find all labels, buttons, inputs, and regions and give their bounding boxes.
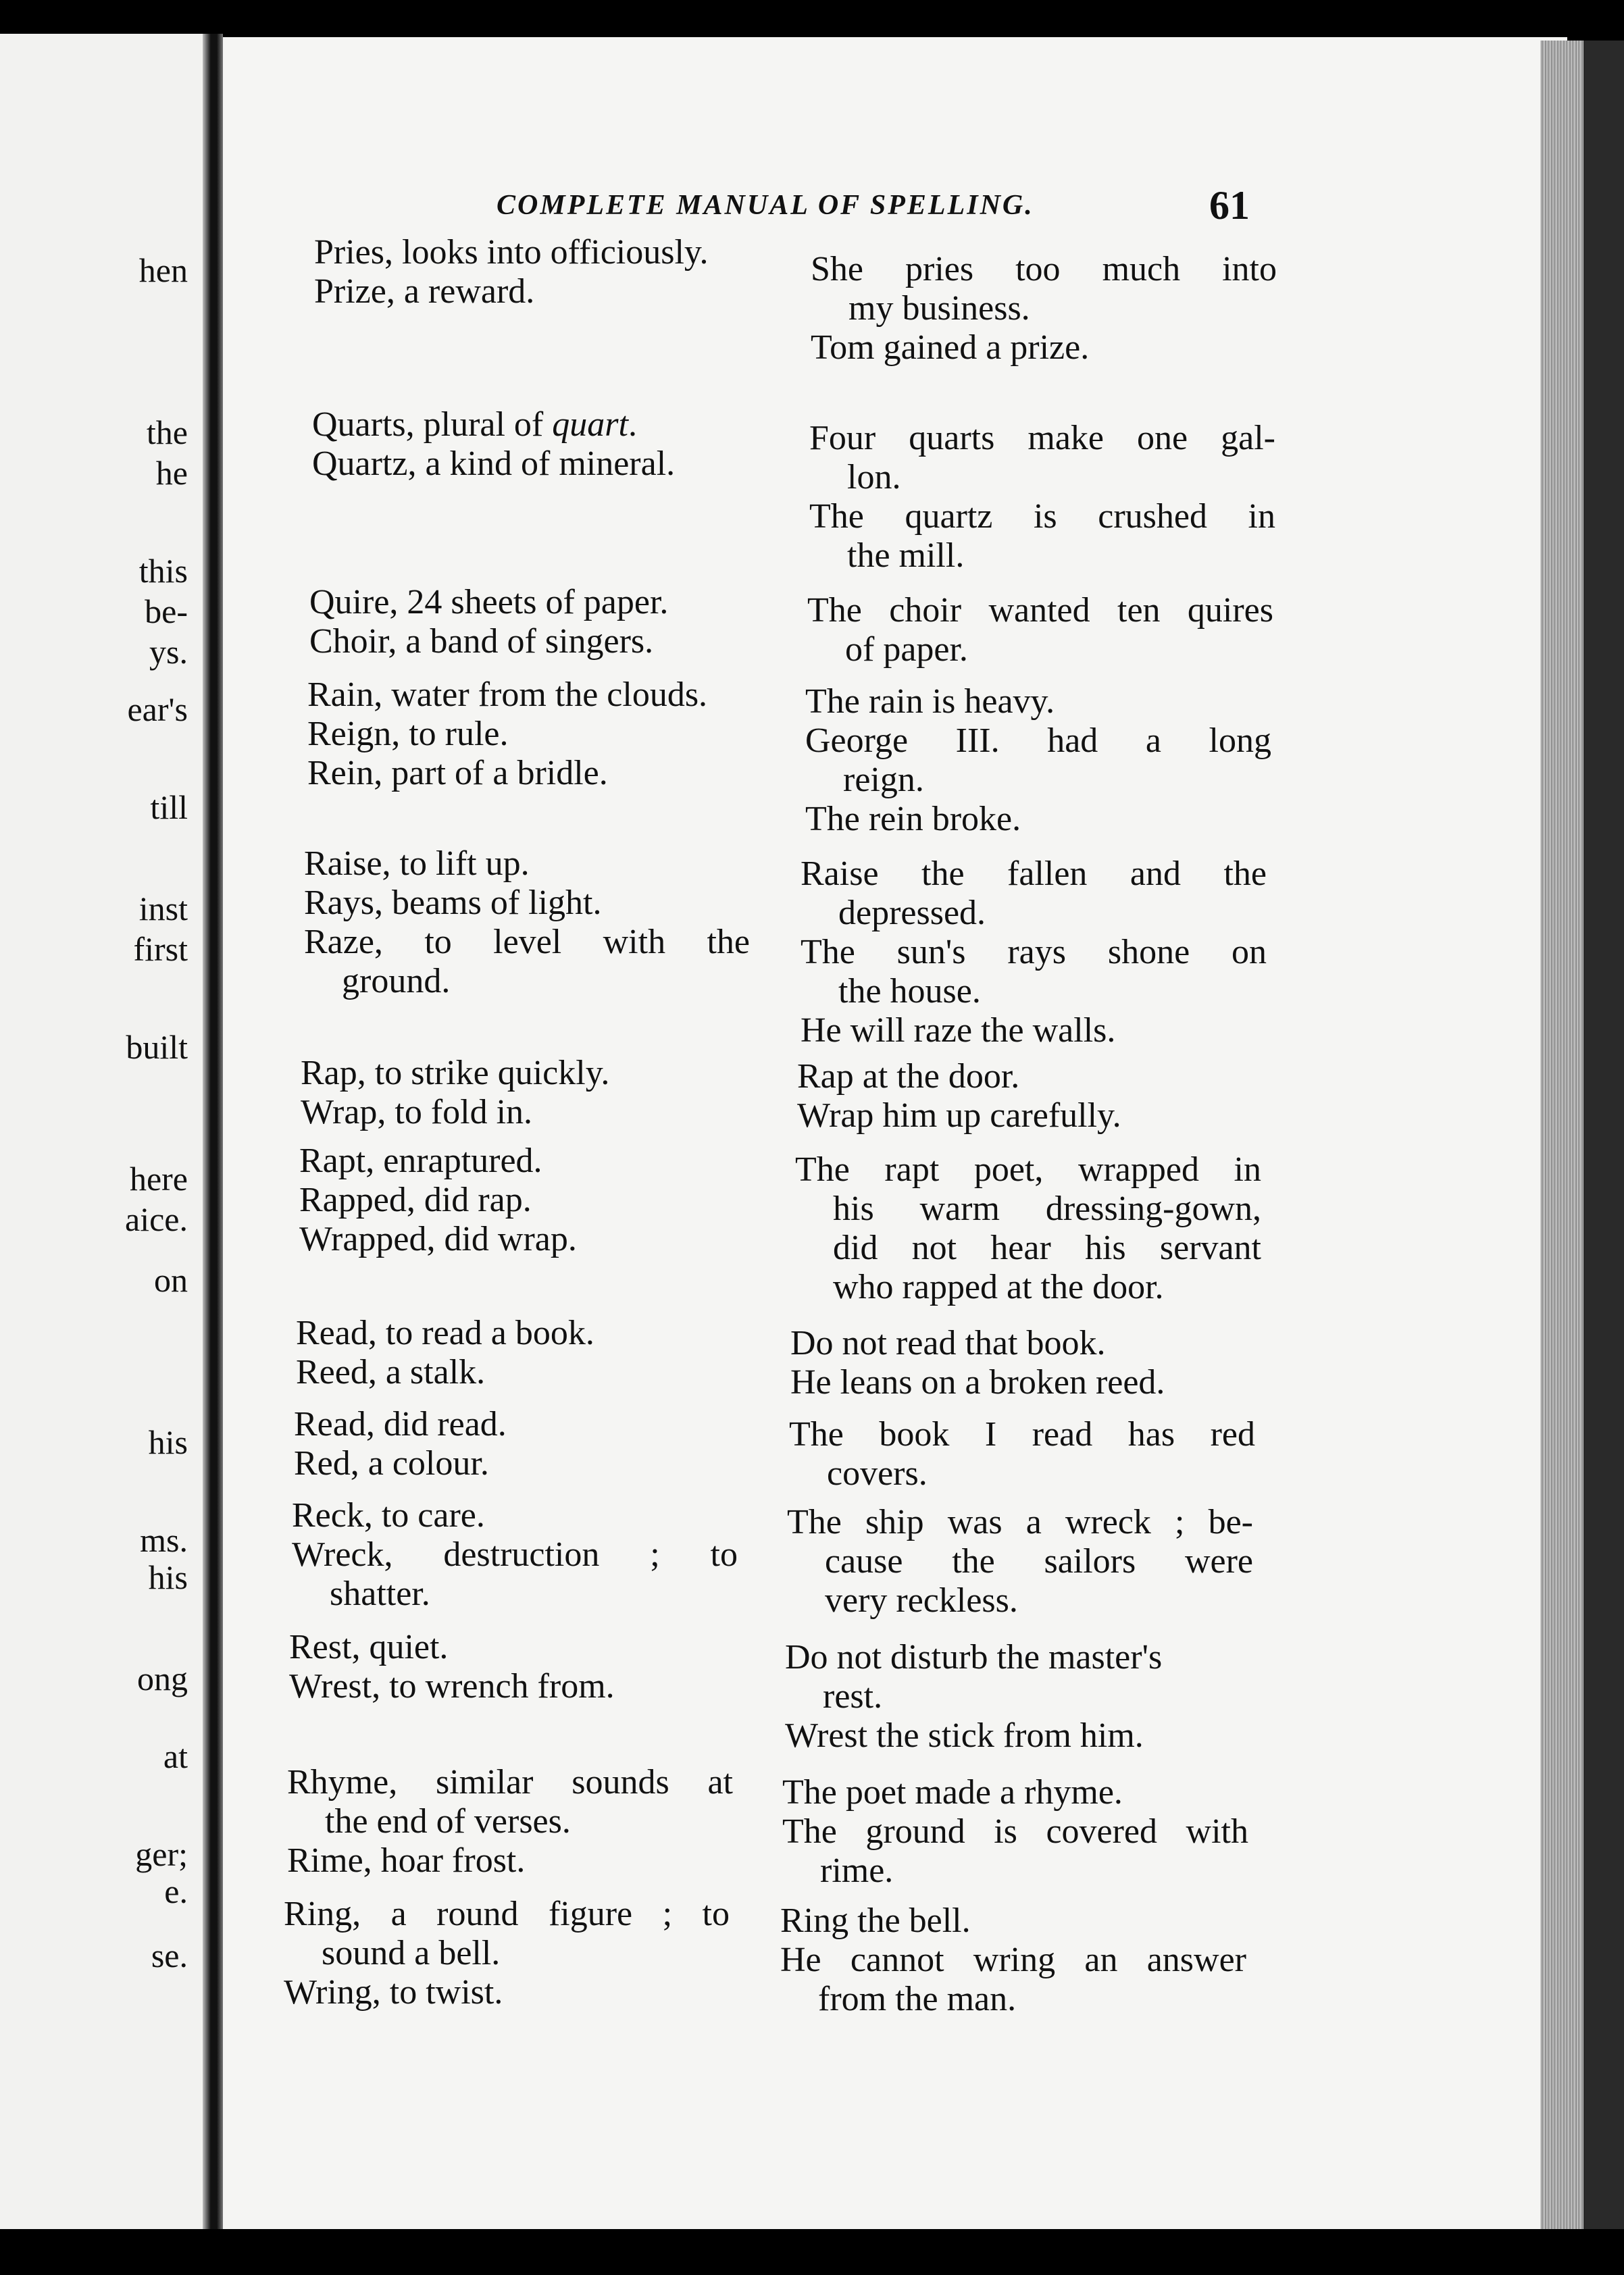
definition-line: Reign, to rule.: [307, 715, 509, 753]
definition-line: Choir, a band of singers.: [309, 622, 654, 661]
left-page-fragment: ms.: [140, 1521, 188, 1559]
definition-line: Rays, beams of light.: [304, 884, 602, 922]
definition-line: Reck, to care.: [292, 1496, 485, 1535]
definition-line: the end of verses.: [325, 1802, 571, 1841]
example-sentence-group: [785, 1638, 1251, 1756]
example-line: Tom gained a prize.: [811, 328, 1090, 367]
example-sentence-group: [807, 591, 1273, 669]
definition-line: Prize, a reward.: [314, 272, 535, 311]
example-line: covers.: [827, 1454, 928, 1493]
definition-line: Rap, to strike quickly.: [301, 1054, 610, 1092]
definition-line: Wrap, to fold in.: [301, 1093, 533, 1131]
example-sentence-group: [789, 1415, 1255, 1493]
definition-line: Rein, part of a bridle.: [307, 754, 608, 792]
left-facing-page: [0, 34, 203, 2229]
definition-line: Reed, a stalk.: [296, 1353, 486, 1391]
example-line: She pries too much into: [811, 250, 1277, 288]
example-line: Do not disturb the master's: [785, 1638, 1163, 1677]
definition-line: Read, to read a book.: [296, 1314, 594, 1352]
example-line: from the man.: [818, 1980, 1017, 2018]
example-line: The sun's rays shone on: [801, 933, 1267, 971]
example-line: The ship was a wreck ; be-: [787, 1503, 1253, 1541]
example-line: rime.: [820, 1851, 894, 1890]
left-page-fragment: aice.: [125, 1200, 188, 1238]
left-page-fragment: e.: [164, 1872, 188, 1910]
example-line: depressed.: [838, 894, 986, 932]
example-line: Do not read that book.: [790, 1324, 1106, 1362]
left-page-fragment: this: [138, 552, 188, 590]
example-sentence-group: [787, 1503, 1253, 1620]
example-line: He leans on a broken reed.: [790, 1363, 1165, 1402]
left-page-fragment: se.: [151, 1937, 188, 1974]
example-line: The rapt poet, wrapped in: [795, 1150, 1261, 1189]
definition-line: Wring, to twist.: [284, 1973, 503, 2012]
word-definition-group: [312, 405, 758, 484]
book-page: [223, 37, 1567, 2229]
left-page-fragment: ear's: [127, 690, 188, 728]
definition-line: Rime, hoar frost.: [287, 1841, 526, 1880]
example-line: The poet made a rhyme.: [782, 1773, 1123, 1812]
example-line: Ring the bell.: [780, 1901, 971, 1940]
example-line: The rain is heavy.: [805, 682, 1055, 721]
book-gutter: [203, 34, 223, 2229]
definition-line: Raze, to level with the: [304, 923, 750, 961]
example-line: very reckless.: [825, 1581, 1018, 1620]
example-line: his warm dressing-gown,: [833, 1190, 1261, 1228]
definition-line: Quire, 24 sheets of paper.: [309, 583, 669, 621]
definition-line: Rapt, enraptured.: [299, 1142, 542, 1180]
word-definition-group: [307, 675, 753, 793]
left-page-fragment: the: [146, 413, 188, 451]
left-page-fragment: his: [148, 1423, 188, 1461]
definition-line: sound a bell.: [322, 1934, 501, 1972]
definition-line: Ring, a round figure ; to: [284, 1895, 730, 1933]
example-line: The choir wanted ten quires: [807, 591, 1273, 630]
definition-line: Quarts, plural of quart.: [312, 405, 637, 444]
left-page-fragment: he: [155, 454, 188, 492]
example-line: He will raze the walls.: [801, 1011, 1116, 1050]
scan-border: [0, 2229, 1624, 2275]
left-page-fragment: at: [163, 1737, 188, 1775]
left-page-fragment: hen: [138, 251, 188, 289]
definition-line: Pries, looks into officiously.: [314, 233, 709, 272]
word-definition-group: [301, 1054, 746, 1132]
example-line: Rap at the door.: [797, 1057, 1020, 1096]
word-definition-group: [314, 233, 760, 311]
example-line: did not hear his servant: [833, 1229, 1261, 1267]
definition-line: Read, did read.: [294, 1405, 507, 1443]
definition-line: Wrest, to wrench from.: [289, 1667, 615, 1706]
definition-line: Wrapped, did wrap.: [299, 1220, 577, 1258]
word-definition-group: [304, 844, 750, 1001]
example-line: The ground is covered with: [782, 1812, 1248, 1851]
example-line: The quartz is crushed in: [809, 497, 1275, 536]
left-page-fragment: first: [133, 930, 188, 968]
left-page-fragment: be-: [145, 592, 188, 630]
left-page-fragment: inst: [138, 890, 188, 927]
definition-line: Wreck, destruction ; to: [292, 1535, 738, 1574]
example-sentence-group: [797, 1057, 1263, 1135]
definition-line: Raise, to lift up.: [304, 844, 530, 883]
example-line: Wrest the stick from him.: [785, 1716, 1144, 1755]
example-line: Raise the fallen and the: [801, 854, 1267, 893]
example-sentence-group: [805, 682, 1271, 839]
definition-line: Rhyme, similar sounds at: [287, 1763, 733, 1801]
left-page-fragment: ong: [137, 1660, 188, 1697]
example-line: Wrap him up carefully.: [797, 1096, 1121, 1135]
running-head: COMPLETE MANUAL OF SPELLING.: [497, 190, 1034, 221]
word-definition-group: [296, 1314, 742, 1392]
example-line: He cannot wring an answer: [780, 1941, 1246, 1979]
example-line: who rapped at the door.: [833, 1268, 1164, 1306]
example-line: cause the sailors were: [825, 1542, 1253, 1581]
example-sentence-group: [790, 1324, 1257, 1402]
example-sentence-group: [811, 250, 1277, 367]
word-definition-group: [287, 1763, 733, 1881]
left-page-fragment: built: [126, 1028, 188, 1066]
page-number: 61: [1209, 183, 1250, 228]
example-line: lon.: [847, 458, 901, 496]
example-sentence-group: [780, 1901, 1246, 2019]
definition-line: Red, a colour.: [294, 1444, 489, 1483]
definition-line: Quartz, a kind of mineral.: [312, 444, 676, 483]
word-definition-group: [309, 583, 755, 661]
example-line: my business.: [848, 289, 1030, 328]
example-sentence-group: [782, 1773, 1248, 1891]
example-line: The rein broke.: [805, 800, 1021, 838]
word-definition-group: [294, 1405, 740, 1483]
left-page-fragment: here: [129, 1160, 188, 1198]
example-line: The book I read has red: [789, 1415, 1255, 1454]
example-line: George III. had a long: [805, 721, 1271, 760]
definition-line: Rapped, did rap.: [299, 1181, 532, 1219]
example-sentence-group: [809, 419, 1275, 576]
example-line: of paper.: [845, 630, 968, 669]
example-line: reign.: [843, 761, 924, 799]
definition-line: Rest, quiet.: [289, 1628, 449, 1666]
example-sentence-group: [795, 1150, 1261, 1307]
left-page-fragment: ys.: [149, 633, 188, 671]
word-definition-group: [299, 1142, 745, 1259]
example-line: the house.: [838, 972, 981, 1011]
left-page-fragment: his: [148, 1558, 188, 1596]
example-line: rest.: [823, 1677, 883, 1716]
example-sentence-group: [801, 854, 1267, 1050]
left-page-fragment: ger;: [135, 1835, 188, 1873]
definition-line: ground.: [342, 962, 451, 1000]
definition-line: shatter.: [330, 1575, 430, 1613]
left-page-fragment: till: [150, 788, 188, 826]
word-definition-group: [289, 1628, 735, 1706]
example-line: the mill.: [847, 536, 965, 575]
book-page-edges: [1540, 41, 1624, 2236]
word-definition-group: [292, 1496, 738, 1614]
example-line: Four quarts make one gal-: [809, 419, 1275, 457]
word-definition-group: [284, 1895, 730, 2012]
definition-line: Rain, water from the clouds.: [307, 675, 708, 714]
left-page-fragment: on: [154, 1261, 188, 1299]
